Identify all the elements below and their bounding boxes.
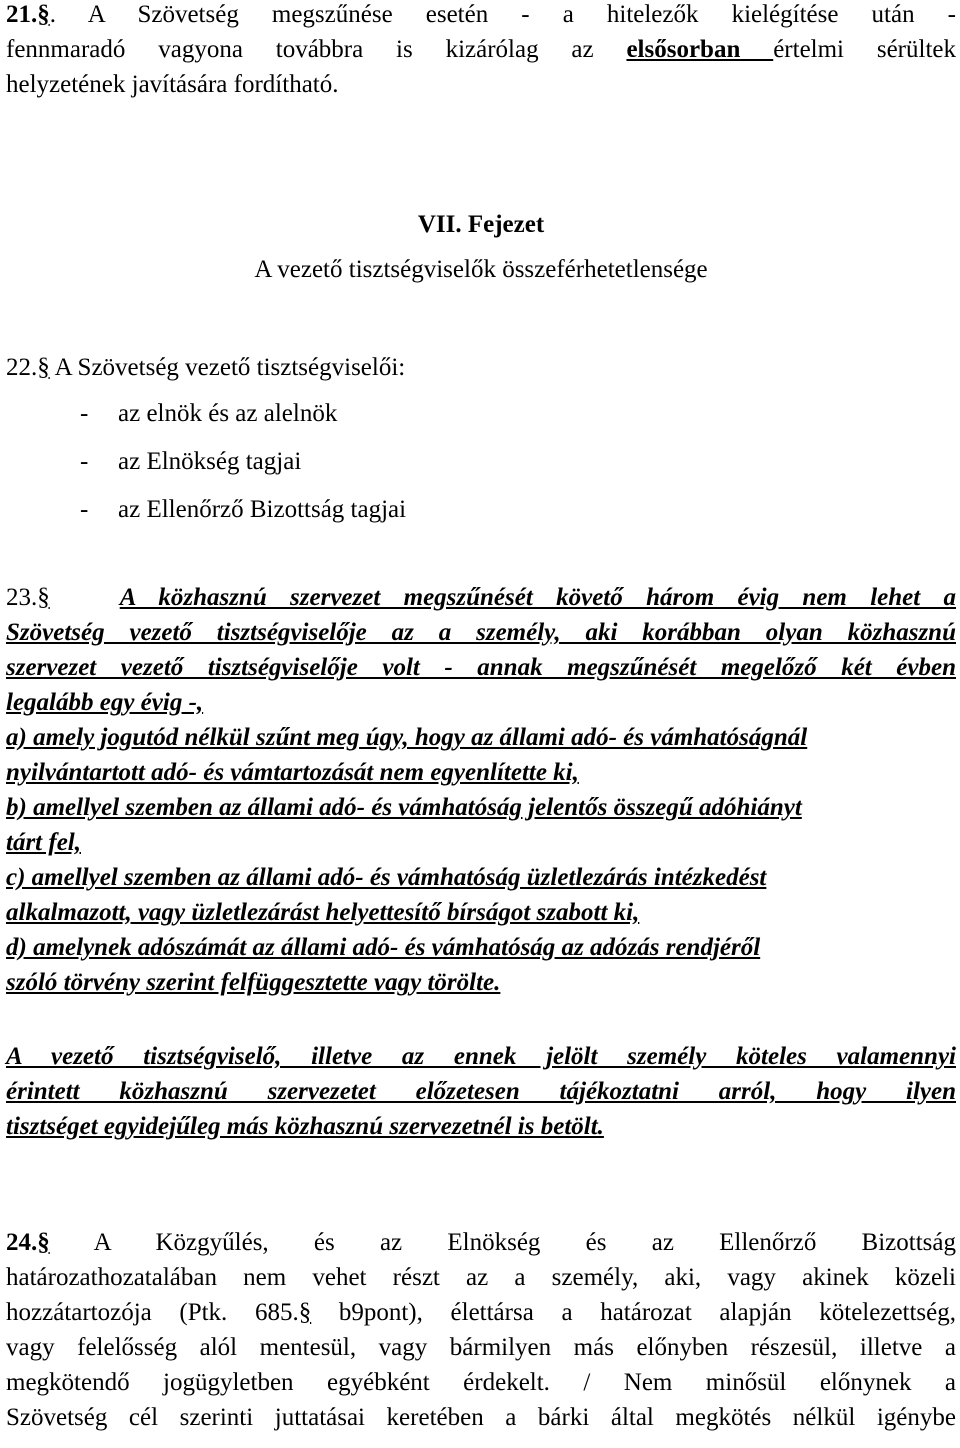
list-dash: - (80, 448, 89, 475)
chapter-heading (6, 208, 956, 287)
section-23-notice (6, 1039, 956, 1144)
notice-line-3: tisztséget egyidejűleg más közhasznú szervezetnél is betölt. (6, 1113, 604, 1140)
section-24-number: 24. (6, 1229, 38, 1256)
list-dash: - (80, 400, 89, 427)
section-21-text-1: . A Szövetség megszűnése esetén - a hitelezők kielégítése után - (49, 1, 956, 28)
section-23-line-4: legalább egy évig -, (6, 689, 204, 716)
section-24-line-1 (6, 1225, 956, 1260)
section-22-intro-text: A Szövetség vezető tisztségviselői: (49, 354, 406, 381)
section-sign: § (37, 1, 50, 28)
section-23-line-2: Szövetség vezető tisztségviselője az a személy, aki korábban olyan közhasznú (6, 619, 956, 646)
section-sign: § (298, 1299, 312, 1326)
section-24-line-4: vagy felelősség alól mentesül, vagy bármilyen más előnyben részesül, illetve a (6, 1334, 956, 1361)
point-a-line-1: a) amely jogutód nélkül szűnt meg úgy, hogy az állami adó- és vámhatóságnál (6, 724, 808, 751)
section-24-text-1: A Közgyűlés, és az Elnökség és az Ellenőrző Bizottság (49, 1229, 956, 1256)
section-24-text-3b: b9pont), élettársa a határozat alapján kötelezettség, (311, 1299, 957, 1326)
list-item (6, 493, 956, 527)
section-23 (6, 580, 956, 1144)
section-sign: § (37, 584, 50, 611)
point-d-line-2: szóló törvény szerint felfüggesztette vagy törölte. (6, 969, 501, 996)
section-22-intro (6, 350, 956, 385)
point-b-line-2: tárt fel, (6, 829, 81, 856)
section-24 (6, 1225, 956, 1435)
section-21-number: 21. (6, 1, 38, 28)
chapter-title: A vezető tisztségviselők összeférhetetlensége (254, 256, 708, 283)
section-21 (6, 0, 956, 102)
section-21-line-1 (6, 0, 956, 32)
section-23-line-3: szervezet vezető tisztségviselője volt - annak megszűnését megelőző két évben (6, 654, 956, 681)
list-item (6, 445, 956, 479)
point-c-line-1: c) amellyel szemben az állami adó- és vámhatóság üzletlezárás intézkedést (6, 864, 767, 891)
chapter-number: VII. Fejezet (417, 211, 545, 238)
point-d-line-1: d) amelynek adószámát az állami adó- és vámhatóság az adózás rendjéről (6, 934, 761, 961)
list-dash: - (80, 496, 89, 523)
point-b-line-1: b) amellyel szemben az állami adó- és vámhatóság jelentős összegű adóhiányt (6, 794, 802, 821)
list-item-text: az Ellenőrző Bizottság tagjai (118, 496, 407, 523)
section-sign: § (37, 354, 50, 381)
list-item-text: az elnök és az alelnök (118, 400, 338, 427)
section-23-points (6, 720, 956, 1000)
notice-line-2: érintett közhasznú szervezetet előzetesen tájékoztatni arról, hogy ilyen (6, 1078, 956, 1105)
section-21-text-2a: fennmaradó vagyona továbbra is kizárólag az (6, 36, 627, 63)
section-24-line-3 (6, 1295, 956, 1330)
section-21-text-2c: értelmi sérültek (773, 36, 956, 63)
section-21-line-2 (6, 32, 956, 67)
notice-line-1: A vezető tisztségviselő, illetve az ennek jelölt személy köteles valamennyi (6, 1043, 956, 1070)
section-21-emphasis: elsősorban (626, 36, 774, 63)
section-24-line-5: megkötendő jogügyletben egyébként érdekelt. / Nem minősül előnynek a (6, 1369, 956, 1396)
section-22-number: 22. (6, 354, 38, 381)
section-24-line-2: határozathozatalában nem vehet részt az a személy, aki, vagy akinek közeli (6, 1264, 956, 1291)
section-23-text: A közhasznú szervezet megszűnését követő három évig nem lehet a (119, 584, 957, 611)
list-item-text: az Elnökség tagjai (118, 448, 302, 475)
point-c-line-2: alkalmazott, vagy üzletlezárást helyettesítő bírságot szabott ki, (6, 899, 640, 926)
section-22 (6, 350, 956, 527)
section-sign: § (37, 1229, 50, 1256)
point-a-line-2: nyilvántartott adó- és vámtartozását nem egyenlítette ki, (6, 759, 579, 786)
section-23-number: 23. (6, 584, 38, 611)
list-item (6, 397, 956, 431)
section-24-text-3a: hozzátartozója (Ptk. 685. (6, 1299, 299, 1326)
section-23-line-1 (6, 580, 956, 615)
section-24-line-6: Szövetség cél szerinti juttatásai keretében a bárki által megkötés nélkül igénybe (6, 1404, 956, 1431)
section-21-line-3: helyzetének javítására fordítható. (6, 71, 339, 98)
